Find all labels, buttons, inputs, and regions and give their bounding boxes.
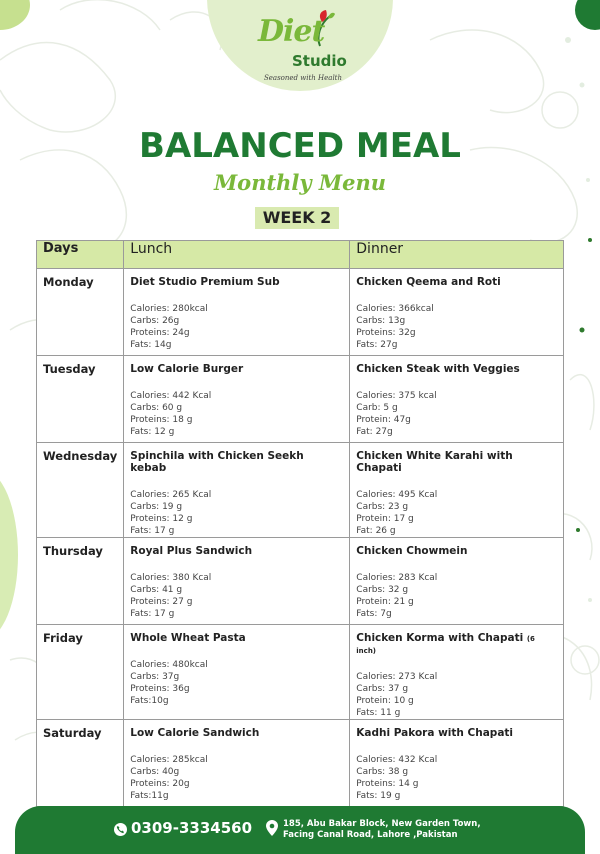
header-days: Days xyxy=(37,241,124,269)
dinner-cell xyxy=(350,625,564,720)
nutrition-calories: Calories: 280kcal xyxy=(130,304,208,314)
page-title: BALANCED MEAL xyxy=(139,126,461,166)
day-label: Monday xyxy=(43,275,94,289)
nutrition-protein: Protein: 21 g xyxy=(356,597,414,607)
lunch-dish-name: Royal Plus Sandwich xyxy=(130,545,253,557)
nutrition-carbs: Carbs: 60 g xyxy=(130,403,183,413)
day-cell xyxy=(37,625,124,720)
table-header-row xyxy=(37,241,564,269)
dinner-dish-name: Chicken Chowmein xyxy=(356,545,468,557)
header-dinner: Dinner xyxy=(350,241,564,269)
day-label: Wednesday xyxy=(43,449,118,463)
day-label: Saturday xyxy=(43,726,102,740)
nutrition-carbs: Carbs: 26g xyxy=(130,316,180,326)
lunch-cell xyxy=(124,538,350,625)
nutrition-fat: Fats:11g xyxy=(130,791,169,801)
day-cell xyxy=(37,356,124,443)
nutrition-protein: Protein: 10 g xyxy=(356,696,414,706)
nutrition-protein: Proteins: 18 g xyxy=(130,415,193,425)
nutrition-protein: Proteins: 32g xyxy=(356,328,416,338)
nutrition-protein: Proteins: 24g xyxy=(130,328,190,338)
nutrition-carbs: Carbs: 19 g xyxy=(130,502,183,512)
logo-tagline: Seasoned with Health xyxy=(263,74,343,82)
nutrition-carbs: Carbs: 13g xyxy=(356,316,406,326)
day-cell xyxy=(37,538,124,625)
lunch-cell xyxy=(124,443,350,538)
location-pin-icon xyxy=(266,820,278,836)
dinner-nutrition xyxy=(356,754,557,802)
nutrition-fat: Fat: 27g xyxy=(356,427,393,437)
day-cell xyxy=(37,443,124,538)
day-cell xyxy=(37,269,124,356)
dinner-dish-name: Chicken White Karahi with Chapati xyxy=(356,450,513,474)
phone-icon xyxy=(114,823,127,836)
lunch-nutrition xyxy=(130,659,343,707)
nutrition-fat: Fats: 19 g xyxy=(356,791,401,801)
nutrition-protein: Proteins: 20g xyxy=(130,779,190,789)
lunch-nutrition xyxy=(130,489,343,537)
nutrition-carbs: Carbs: 38 g xyxy=(356,767,409,777)
dish-name-text: Chicken Korma with Chapati xyxy=(356,632,524,644)
day-cell xyxy=(37,720,124,807)
week-badge: WEEK 2 xyxy=(255,207,339,229)
nutrition-carbs: Carbs: 41 g xyxy=(130,585,183,595)
nutrition-fat: Fats: 14g xyxy=(130,340,172,350)
dinner-nutrition xyxy=(356,671,557,719)
table-row xyxy=(37,443,564,538)
address xyxy=(283,819,513,841)
nutrition-calories: Calories: 375 kcal xyxy=(356,391,437,401)
lunch-dish-name: Spinchila with Chicken Seekh kebab xyxy=(130,450,304,474)
dinner-cell xyxy=(350,538,564,625)
lunch-dish-name: Low Calorie Sandwich xyxy=(130,727,260,739)
decor-blob xyxy=(0,0,30,30)
nutrition-calories: Calories: 265 Kcal xyxy=(130,490,212,500)
nutrition-fat: Fats:10g xyxy=(130,696,169,706)
lunch-cell xyxy=(124,269,350,356)
table-row xyxy=(37,625,564,720)
nutrition-fat: Fats: 11 g xyxy=(356,708,401,718)
day-label: Thursday xyxy=(43,544,103,558)
lunch-dish-name: Diet Studio Premium Sub xyxy=(130,276,280,288)
dinner-cell xyxy=(350,443,564,538)
meal-menu-table xyxy=(36,240,564,807)
lunch-nutrition xyxy=(130,572,343,620)
nutrition-calories: Calories: 366kcal xyxy=(356,304,434,314)
dinner-dish-name: Kadhi Pakora with Chapati xyxy=(356,727,514,739)
nutrition-calories: Calories: 495 Kcal xyxy=(356,490,438,500)
lunch-cell xyxy=(124,356,350,443)
address-line-2: Facing Canal Road, Lahore ,Pakistan xyxy=(283,830,458,840)
logo-wordmark-top: Diet xyxy=(258,14,325,49)
header-lunch: Lunch xyxy=(124,241,350,269)
nutrition-fat: Fats: 27g xyxy=(356,340,398,350)
portion-note: (6 inch) xyxy=(356,635,535,655)
lunch-cell xyxy=(124,720,350,807)
table-row xyxy=(37,269,564,356)
nutrition-calories: Calories: 432 Kcal xyxy=(356,755,438,765)
nutrition-fat: Fats: 17 g xyxy=(130,526,175,536)
day-label: Friday xyxy=(43,631,83,645)
dinner-cell xyxy=(350,720,564,807)
nutrition-protein: Proteins: 27 g xyxy=(130,597,193,607)
lunch-dish-name: Whole Wheat Pasta xyxy=(130,632,246,644)
logo-wordmark-bottom: Studio xyxy=(292,52,347,70)
nutrition-fat: Fat: 26 g xyxy=(356,526,396,536)
nutrition-calories: Calories: 380 Kcal xyxy=(130,573,212,583)
decor-accent xyxy=(0,470,18,640)
nutrition-calories: Calories: 273 Kcal xyxy=(356,672,438,682)
nutrition-fat: Fats: 17 g xyxy=(130,609,175,619)
nutrition-calories: Calories: 480kcal xyxy=(130,660,208,670)
dinner-dish-name: Chicken Steak with Veggies xyxy=(356,363,520,375)
lunch-nutrition xyxy=(130,390,343,438)
decor-accent-dot xyxy=(575,0,600,30)
nutrition-protein: Protein: 17 g xyxy=(356,514,414,524)
nutrition-carbs: Carbs: 40g xyxy=(130,767,180,777)
dinner-nutrition xyxy=(356,572,557,620)
dinner-nutrition xyxy=(356,489,557,537)
dinner-dish-name xyxy=(356,632,557,656)
table-row xyxy=(37,356,564,443)
page-subtitle: Monthly Menu xyxy=(213,170,387,195)
nutrition-protein: Proteins: 12 g xyxy=(130,514,193,524)
nutrition-calories: Calories: 442 Kcal xyxy=(130,391,212,401)
lunch-cell xyxy=(124,625,350,720)
nutrition-protein: Proteins: 36g xyxy=(130,684,190,694)
table-row xyxy=(37,538,564,625)
day-label: Tuesday xyxy=(43,362,96,376)
nutrition-protein: Proteins: 14 g xyxy=(356,779,419,789)
lunch-nutrition xyxy=(130,303,343,351)
dinner-nutrition xyxy=(356,303,557,351)
nutrition-fat: Fats: 7g xyxy=(356,609,392,619)
nutrition-calories: Calories: 285kcal xyxy=(130,755,208,765)
dinner-dish-name: Chicken Qeema and Roti xyxy=(356,276,501,288)
dinner-cell xyxy=(350,269,564,356)
phone-number[interactable]: 0309-3334560 xyxy=(131,819,253,837)
nutrition-fat: Fats: 12 g xyxy=(130,427,175,437)
nutrition-carbs: Carbs: 37g xyxy=(130,672,180,682)
nutrition-carbs: Carb: 5 g xyxy=(356,403,398,413)
nutrition-carbs: Carbs: 23 g xyxy=(356,502,409,512)
nutrition-carbs: Carbs: 37 g xyxy=(356,684,409,694)
nutrition-protein: Protein: 47g xyxy=(356,415,411,425)
lunch-dish-name: Low Calorie Burger xyxy=(130,363,244,375)
dinner-nutrition xyxy=(356,390,557,438)
nutrition-carbs: Carbs: 32 g xyxy=(356,585,409,595)
address-line-1: 185, Abu Bakar Block, New Garden Town, xyxy=(283,819,481,829)
table-row xyxy=(37,720,564,807)
dinner-cell xyxy=(350,356,564,443)
nutrition-calories: Calories: 283 Kcal xyxy=(356,573,438,583)
lunch-nutrition xyxy=(130,754,343,802)
